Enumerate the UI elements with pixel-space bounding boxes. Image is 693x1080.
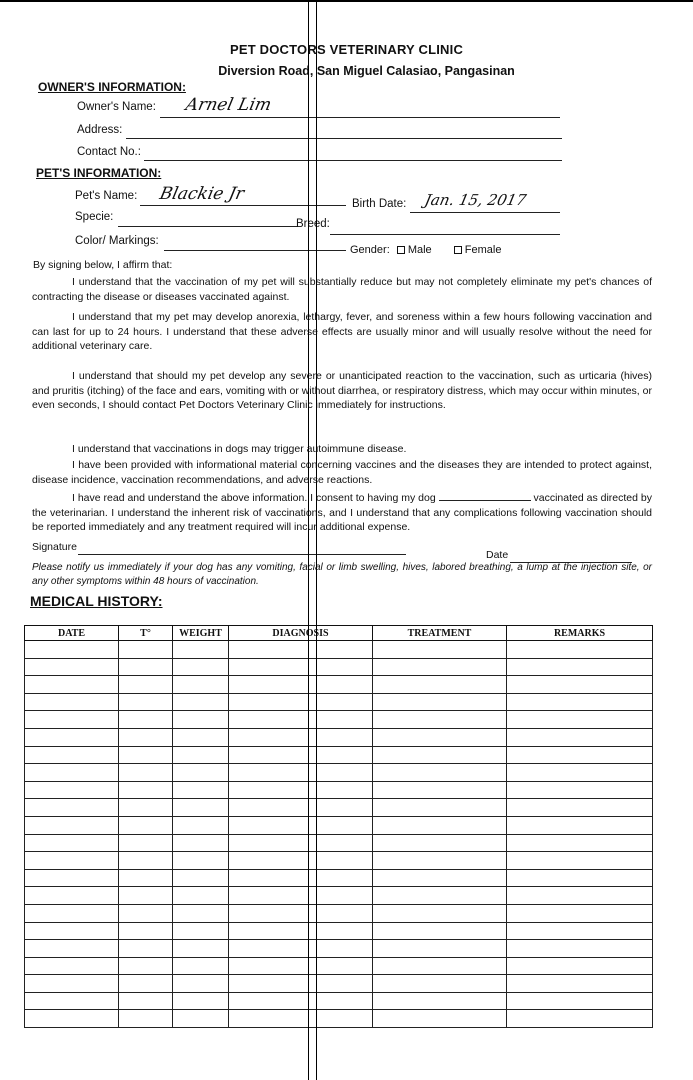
table-cell[interactable] (229, 904, 373, 922)
table-cell[interactable] (25, 641, 119, 659)
col-diagnosis: DIAGNOSIS (229, 626, 373, 641)
table-cell[interactable] (25, 975, 119, 993)
table-cell[interactable] (507, 887, 653, 905)
specie-label: Specie: (75, 211, 114, 223)
table-cell[interactable] (25, 957, 119, 975)
table-cell[interactable] (173, 799, 229, 817)
table-row (25, 922, 653, 940)
table-cell[interactable] (373, 975, 507, 993)
table-cell[interactable] (25, 904, 119, 922)
table-row (25, 904, 653, 922)
consent-p6-start: I have read and understand the above information. I consent to having my dog (72, 492, 436, 504)
owner-address-line[interactable] (126, 138, 562, 139)
table-cell[interactable] (25, 1010, 119, 1028)
table-cell[interactable] (119, 676, 173, 694)
table-cell[interactable] (507, 992, 653, 1010)
table-cell[interactable] (373, 799, 507, 817)
table-row (25, 746, 653, 764)
table-cell[interactable] (173, 676, 229, 694)
table-cell[interactable] (119, 904, 173, 922)
table-cell[interactable] (373, 834, 507, 852)
table-cell[interactable] (229, 746, 373, 764)
table-cell[interactable] (507, 781, 653, 799)
table-row (25, 816, 653, 834)
table-row (25, 869, 653, 887)
table-cell[interactable] (373, 887, 507, 905)
table-row (25, 764, 653, 782)
specie-line[interactable] (118, 226, 298, 227)
table-cell[interactable] (507, 869, 653, 887)
table-cell[interactable] (229, 975, 373, 993)
table-cell[interactable] (25, 816, 119, 834)
table-cell[interactable] (229, 922, 373, 940)
table-row (25, 658, 653, 676)
table-cell[interactable] (119, 992, 173, 1010)
consent-paragraph-3: I understand that should my pet develop any severe or unanticipated reaction to the vaccination, such as urticaria (hives) and pruritis (itching) of the face and ears, vomiting with or without diarrhea, or respiratory distress, which may occur within minutes, or even seconds, I should contact Pet Doctors Veterinary Clinic immediately for instructions. (32, 370, 652, 411)
table-cell[interactable] (119, 764, 173, 782)
table-cell[interactable] (119, 781, 173, 799)
signature-label: Signature (32, 541, 77, 553)
table-cell[interactable] (173, 940, 229, 958)
table-cell[interactable] (373, 641, 507, 659)
col-date: DATE (25, 626, 119, 641)
color-line[interactable] (164, 250, 346, 251)
table-cell[interactable] (229, 887, 373, 905)
table-cell[interactable] (507, 641, 653, 659)
table-header-row (25, 626, 653, 641)
owner-info-heading: OWNER'S INFORMATION: (38, 80, 186, 94)
col-weight: WEIGHT (173, 626, 229, 641)
consent-paragraph-4: I understand that vaccinations in dogs may trigger autoimmune disease. (72, 443, 407, 455)
table-cell[interactable] (25, 940, 119, 958)
table-cell[interactable] (25, 693, 119, 711)
table-row (25, 641, 653, 659)
consent-paragraph-1: I understand that the vaccination of my pet will substantially reduce but may not completely eliminate my pet's chances of contracting the disease or diseases vaccinated against. (32, 276, 652, 303)
table-cell[interactable] (119, 693, 173, 711)
birth-date-line[interactable] (410, 212, 560, 213)
table-row (25, 693, 653, 711)
table-cell[interactable] (173, 693, 229, 711)
col-remarks: REMARKS (507, 626, 653, 641)
table-cell[interactable] (229, 764, 373, 782)
table-cell[interactable] (507, 834, 653, 852)
table-cell[interactable] (373, 869, 507, 887)
table-cell[interactable] (229, 728, 373, 746)
clinic-address: Diversion Road, San Miguel Calasiao, Pangasinan (218, 64, 515, 78)
table-cell[interactable] (507, 711, 653, 729)
color-label: Color/ Markings: (75, 235, 159, 247)
table-row (25, 834, 653, 852)
table-cell[interactable] (507, 799, 653, 817)
table-cell[interactable] (507, 764, 653, 782)
owner-address-label: Address: (77, 124, 123, 136)
table-cell[interactable] (229, 940, 373, 958)
table-row (25, 992, 653, 1010)
consent-paragraph-6 (32, 491, 652, 535)
table-cell[interactable] (173, 869, 229, 887)
table-cell[interactable] (229, 816, 373, 834)
table-cell[interactable] (173, 852, 229, 870)
table-cell[interactable] (173, 922, 229, 940)
table-cell[interactable] (173, 658, 229, 676)
pet-name-value: Blackie Jr (157, 184, 246, 204)
table-cell[interactable] (25, 764, 119, 782)
table-cell[interactable] (173, 641, 229, 659)
table-cell[interactable] (25, 658, 119, 676)
table-cell[interactable] (507, 975, 653, 993)
consent-p6-vaccinated: vaccinated (533, 492, 584, 504)
table-cell[interactable] (373, 957, 507, 975)
owner-name-value: Arnel Lim (183, 95, 274, 115)
table-cell[interactable] (229, 641, 373, 659)
table-cell[interactable] (507, 746, 653, 764)
table-cell[interactable] (25, 852, 119, 870)
table-cell[interactable] (373, 992, 507, 1010)
table-cell[interactable] (507, 816, 653, 834)
table-cell[interactable] (229, 799, 373, 817)
table-cell[interactable] (373, 940, 507, 958)
table-cell[interactable] (229, 781, 373, 799)
scan-edge (0, 0, 693, 6)
table-cell[interactable] (373, 922, 507, 940)
table-cell[interactable] (173, 957, 229, 975)
table-cell[interactable] (507, 676, 653, 694)
table-cell[interactable] (119, 975, 173, 993)
gender-field (350, 244, 501, 256)
consent-intro: By signing below, I affirm that: (33, 259, 173, 271)
table-cell[interactable] (25, 781, 119, 799)
table-cell[interactable] (119, 799, 173, 817)
table-cell[interactable] (173, 992, 229, 1010)
table-cell[interactable] (507, 904, 653, 922)
table-cell[interactable] (119, 940, 173, 958)
table-cell[interactable] (119, 641, 173, 659)
table-cell[interactable] (373, 764, 507, 782)
table-cell[interactable] (119, 957, 173, 975)
table-row (25, 799, 653, 817)
signature-line[interactable] (78, 554, 406, 555)
table-cell[interactable] (229, 834, 373, 852)
table-cell[interactable] (25, 799, 119, 817)
table-row (25, 957, 653, 975)
male-label: Male (407, 244, 432, 256)
table-cell[interactable] (119, 711, 173, 729)
table-cell[interactable] (507, 693, 653, 711)
table-cell[interactable] (373, 816, 507, 834)
col-treatment: TREATMENT (373, 626, 507, 641)
table-cell[interactable] (373, 711, 507, 729)
table-row (25, 728, 653, 746)
table-cell[interactable] (373, 781, 507, 799)
table-cell[interactable] (173, 816, 229, 834)
birth-date-label: Birth Date: (352, 198, 407, 210)
table-cell[interactable] (507, 852, 653, 870)
table-cell[interactable] (173, 764, 229, 782)
table-cell[interactable] (229, 957, 373, 975)
table-cell[interactable] (119, 887, 173, 905)
table-cell[interactable] (25, 834, 119, 852)
table-cell[interactable] (373, 676, 507, 694)
table-cell[interactable] (119, 869, 173, 887)
table-cell[interactable] (25, 869, 119, 887)
table-cell[interactable] (119, 658, 173, 676)
fold-line (308, 0, 309, 1080)
table-row (25, 711, 653, 729)
table-cell[interactable] (173, 1010, 229, 1028)
table-cell[interactable] (173, 711, 229, 729)
table-cell[interactable] (119, 834, 173, 852)
medical-history-heading: MEDICAL HISTORY: (30, 593, 163, 609)
table-cell[interactable] (373, 728, 507, 746)
table-row (25, 676, 653, 694)
male-checkbox[interactable] (397, 246, 405, 254)
table-cell[interactable] (119, 1010, 173, 1028)
table-cell[interactable] (507, 658, 653, 676)
table-cell[interactable] (25, 711, 119, 729)
table-cell[interactable] (173, 975, 229, 993)
table-cell[interactable] (173, 781, 229, 799)
table-cell[interactable] (25, 922, 119, 940)
table-row (25, 887, 653, 905)
table-cell[interactable] (229, 1010, 373, 1028)
table-row (25, 1010, 653, 1028)
table-cell[interactable] (373, 904, 507, 922)
birth-date-value: Jan. 15, 2017 (423, 191, 528, 209)
female-checkbox[interactable] (454, 246, 462, 254)
table-cell[interactable] (373, 693, 507, 711)
table-cell[interactable] (229, 869, 373, 887)
fold-line (316, 0, 317, 1080)
table-row (25, 975, 653, 993)
table-cell[interactable] (173, 887, 229, 905)
table-cell[interactable] (119, 852, 173, 870)
table-cell[interactable] (25, 746, 119, 764)
pet-name-label: Pet's Name: (75, 190, 138, 202)
breed-line[interactable] (330, 234, 560, 235)
table-cell[interactable] (507, 957, 653, 975)
table-cell[interactable] (373, 658, 507, 676)
table-cell[interactable] (119, 728, 173, 746)
contact-line[interactable] (144, 160, 562, 161)
table-cell[interactable] (25, 887, 119, 905)
table-cell[interactable] (119, 922, 173, 940)
table-cell[interactable] (173, 834, 229, 852)
table-cell[interactable] (119, 816, 173, 834)
dog-name-blank[interactable] (439, 491, 531, 501)
female-label: Female (464, 244, 502, 256)
date-label: Date (486, 549, 509, 561)
table-cell[interactable] (229, 711, 373, 729)
table-cell[interactable] (507, 1010, 653, 1028)
table-cell[interactable] (229, 992, 373, 1010)
table-row (25, 940, 653, 958)
table-cell[interactable] (229, 676, 373, 694)
pet-info-heading: PET'S INFORMATION: (36, 166, 162, 180)
table-cell[interactable] (173, 746, 229, 764)
clinic-name: PET DOCTORS VETERINARY CLINIC (229, 42, 464, 57)
medical-history-table (24, 625, 653, 1028)
consent-paragraph-5: I have been provided with informational material concerning vaccines and the diseases they are intended to protect against, disease incidence, vaccination recommendations, and adverse reactions. (32, 459, 652, 486)
table-cell[interactable] (229, 693, 373, 711)
table-cell[interactable] (25, 992, 119, 1010)
breed-label: Breed: (296, 218, 330, 230)
table-cell[interactable] (25, 676, 119, 694)
col-temperature: T° (119, 626, 173, 641)
consent-paragraph-2: I understand that my pet may develop anorexia, lethargy, fever, and soreness within a few hours following vaccination and can last for up to 24 hours. I understand that these adverse effects are usually minor and will usually resolve without the need for additional veterinary care. (32, 311, 652, 352)
table-cell[interactable] (373, 852, 507, 870)
notify-note: Please notify us immediately if your dog has any vomiting, facial or limb swelling, hives, labored breathing, a lump at the injection site, or any other symptoms within 48 hours of vaccination. (32, 562, 652, 587)
table-cell[interactable] (507, 940, 653, 958)
table-cell[interactable] (507, 922, 653, 940)
owner-name-label: Owner's Name: (77, 101, 156, 113)
table-cell[interactable] (173, 728, 229, 746)
table-cell[interactable] (373, 1010, 507, 1028)
table-row (25, 781, 653, 799)
table-cell[interactable] (373, 746, 507, 764)
table-cell[interactable] (25, 728, 119, 746)
table-cell[interactable] (229, 658, 373, 676)
consent-p6-rest: as directed by the veterinarian. I understand the inherent risk of vaccinations, and I understand that any complications following vaccination should be reported immediately and any treatment required will incur additional expense. (32, 492, 652, 533)
table-row (25, 852, 653, 870)
contact-label: Contact No.: (77, 146, 141, 158)
table-cell[interactable] (507, 728, 653, 746)
table-cell[interactable] (229, 852, 373, 870)
gender-label: Gender: (350, 244, 390, 256)
table-cell[interactable] (173, 904, 229, 922)
table-cell[interactable] (119, 746, 173, 764)
owner-name-line[interactable] (160, 117, 560, 118)
